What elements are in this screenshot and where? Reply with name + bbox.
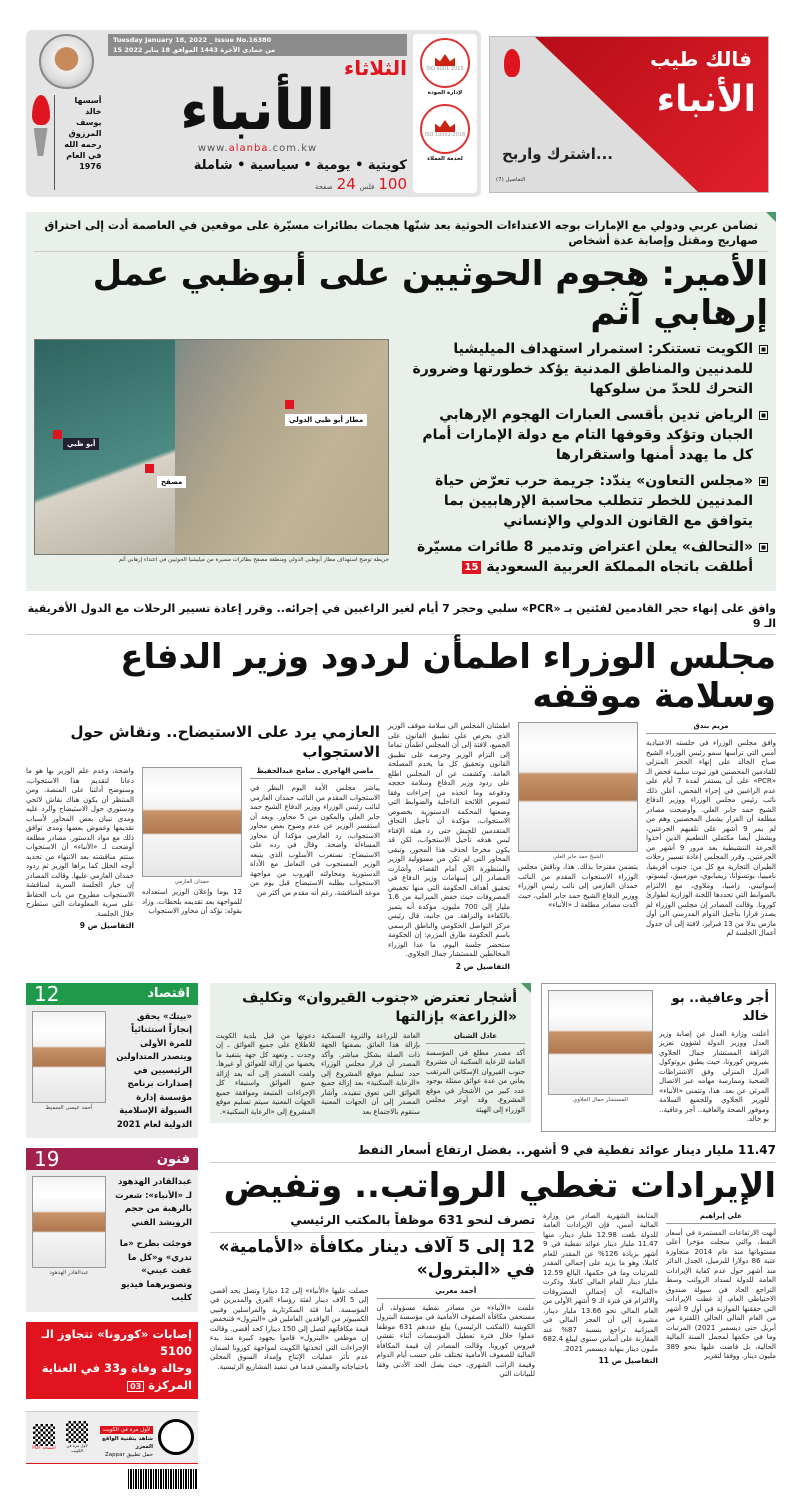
interpellation-col2: [142, 767, 242, 917]
bonus-kicker: تصرف لنحو 631 موظفاً بالمكتب الرئيسي: [290, 1212, 535, 1227]
byline: ماضي الهاجري ـ سامح عبدالحفيظ: [250, 767, 380, 779]
economy-content: [26, 1005, 198, 1139]
founder-column: [30, 34, 102, 193]
dateline-english: Tuesday January 18, 2022 _ Issue No.16380: [113, 36, 272, 44]
section-label: اقتصاد: [147, 986, 190, 1001]
masthead: [26, 30, 481, 197]
price: 100: [378, 175, 407, 193]
page-ref: 03: [127, 1381, 144, 1392]
iso2-label: لخدمة العملاء: [427, 156, 463, 162]
lead-kicker: تضامن عربي ودولي مع الإمارات بوجه الاعتداءات الحوثية بعد شنّها هجمات بطائرات مسيّرة على موقعين في العاصمة أدت إلى احتراق صهاريج ومقتل وإصابة عدة أشخاص: [44, 219, 758, 247]
divider: [34, 251, 768, 252]
qr-block[interactable]: [30, 1424, 58, 1451]
details-link[interactable]: التفاصيل ص 11: [598, 1356, 658, 1365]
minister-photo: [518, 722, 638, 852]
byline: مريم بندق: [646, 722, 776, 734]
photo-caption: عبدالقادر الهدهود: [49, 1270, 89, 1276]
bullet-text: «التحالف» يعلن اعتراض وتدمير 8 طائرات مسيّرة أطلقت باتجاه المملكة العربية السعودية: [416, 539, 753, 575]
section-bar-economy: [26, 983, 198, 1005]
weekday: الثلاثاء: [344, 56, 407, 80]
executive-photo: [32, 1011, 106, 1103]
iso1-text: ISO 9001:2015: [426, 66, 464, 72]
cabinet-col1: [646, 722, 776, 939]
corona-teaser[interactable]: [26, 1322, 198, 1399]
photo-caption: الشيخ حمد جابر العلي: [553, 854, 603, 860]
article-text: أعلنت وزارة العدل عن إصابة وزير العدل ووزير الدولة لشؤون تعزيز النزاهة المستشار جمال الجلاوي بفيروس كورونا، حيث يطبق بروتوكول العزل المنزلي وفق الاشتراطات الصحية وممارسة مهامه عبر الاتصال المرئي عن بعد. هذا، وتتمنى «الأنباء» للوزير الجلاوي وللجميع السلامة وموفور الصحة والعافية.. أجر وعافية.. بو خالد.: [659, 1029, 769, 1123]
bullet-item: [397, 537, 768, 577]
ar-promo: [26, 1411, 198, 1464]
flame-icon: [504, 49, 520, 77]
cabinet-col3: [388, 722, 510, 971]
cabinet-kicker: وافق على إنهاء حجر القادمين لفئتين بـ «PCR» سلبي وحجر 7 أيام لغير الراغبين في إجرائه.. وقرر إعادة تسيير الرحلات مع الدول الأفريقية الـ 9: [27, 602, 776, 630]
pen-nib-icon: [34, 128, 48, 156]
qr-code-icon[interactable]: [66, 1421, 88, 1443]
section-page: 19: [34, 1147, 60, 1171]
founder-block: [31, 95, 102, 190]
promo-text: [96, 1416, 153, 1459]
map-marker: [145, 464, 154, 473]
bullet-item: [397, 471, 768, 531]
bonus-columns: [210, 1287, 535, 1380]
zappar-logo-icon: [158, 1419, 194, 1455]
divider: [26, 634, 776, 635]
corner-marker: [521, 983, 531, 993]
arts-headline1: عبدالقادر الهدهود لـ «الأنباء»: شعرت بالرهبة من حجم الرويشد الفني: [115, 1177, 192, 1228]
lead-content: [34, 339, 768, 583]
map-label-airport: مطار أبو ظبي الدولي: [285, 414, 367, 426]
page-count: 24: [336, 175, 356, 193]
iso1-label: لإدارة الجودة: [427, 90, 463, 96]
arts-content: [26, 1170, 198, 1312]
trees-story: [210, 983, 531, 1124]
bullet-text: «مجلس التعاون» يندّد: جريمة حرب تعرّض حياة المدنيين للخطر تتطلب محاسبة الإرهابيين بما يتوافق مع القانون الدولي والإنساني: [435, 473, 753, 529]
iso-seal-icon: [420, 104, 470, 154]
get-well-box: [541, 983, 776, 1132]
founder-note: أسسها خالد يوسف المرزوق رحمه الله في العام 1976: [64, 96, 102, 171]
tagline-row: [108, 158, 407, 193]
bullet-item: [397, 405, 768, 465]
arts-headlines: [111, 1176, 192, 1306]
lead-bullets: [397, 339, 768, 583]
trees-headline[interactable]: أشجار تعترض «جنوب القيروان» وتكليف «الزراعة» بإزالتها: [242, 989, 517, 1025]
section-label: فنون: [156, 1151, 190, 1167]
corona-line2: وحالة وفاة و33 في العناية المركزة: [41, 1360, 192, 1392]
lead-story: [26, 212, 776, 591]
revenue-kicker: 11.47 مليار دينار عوائد نفطية في 9 أشهر.. بفضل ارتفاع أسعار النفط: [357, 1142, 776, 1157]
article-text: أنهت الارتفاعات المستمرة في أسعار النفط، والتي سجلت مؤخرا أعلى مستوياتها منذ عام 2014 متجاوزة عتبة 86 دولارا للبرميل، الجدل الدائر منذ أشهر حول عدم كفاية الإيرادات العامة للدولة لسداد الرواتب وسط التراجع الحاد في سيولة صندوق الاحتياطي العام، إذ غطت الإيرادات التي حققتها الموازنة في أول 9 أشهر من العام المالي الحالي (للفترة من أبريل حتى ديسمبر 2021) المرتبات وما في حكمها لمجمل السنة المالية الحالية، بل فاضت عليها بنحو 389 مليون دينار. ووفقا لتقرير: [666, 1228, 777, 1360]
bullet-square-icon: [759, 543, 768, 552]
page-ref[interactable]: 15: [462, 561, 482, 574]
map-caption: خريطة توضح استهداف مطار أبوظبي الدولي ومنطقة مصفح بطائرات مسيرة من ميليشيا الحوثيين في اعتداء إرهابي آثم: [118, 557, 389, 563]
arts-photo-col: [32, 1176, 106, 1279]
revenue-row: [210, 1212, 776, 1380]
lower-section: [26, 983, 776, 1489]
interpellation-story: [26, 722, 380, 930]
byline: علي إبراهيم: [666, 1212, 776, 1224]
front-page: [26, 0, 776, 1497]
newspaper-logo: الأنباء: [180, 78, 335, 143]
ad-cta: اشترك واربح...: [502, 145, 613, 163]
article-text: يتضمن مقترحا بذلك. هذا، وناقش مجلس الوزراء الاستجواب المقدم من النائب حمدان العازمي إلى نائب رئيس الوزراء ووزير الدفاع الشيخ حمد جابر العلي، حيث أكدت مصادر مطلعة لـ «الأنباء»: [518, 863, 638, 909]
iso-certificates: [413, 34, 477, 193]
section-bar-arts: [26, 1148, 198, 1170]
article-text: أكد مصدر مطلع في المؤسسة العامة للرعاية السكنية أن مشروع جنوب القيروان الإسكاني المرتقب يعاني من عدة عوائق ممثلة بوجود عدد كبير من الأشجار في موقع المشروع، وقد أوعز مجلس الوزراء إلى الهيئة: [426, 1048, 525, 1114]
article-text: المتابعة الشهرية الصادر من وزارة المالية أمس، فإن الإيرادات العامة للدولة بلغت 12.98 مليار دينار، منها 11.47 مليار دينار عوائد نفطية في 9 أشهر بزيادة 126% عن المقدر للعام كاملا، وهو ما يزيد على إجمالي المقدر للمرتبات وما في حكمها، البالغ 12.59 مليار دينار للعام المالي كاملا. وذكرت «المالية» أن إجمالي المصروفات والالتزام في فترة الـ 9 أشهر الأولى من العام المالي نحو 13.66 مليار دينار، مشيرة إلى أن العجز المالي في الميزانية تراجع بنسبة 87% عند المقارنة على أساس سنوي ليبلغ 682.4 مليون دينار بنهاية ديسمبر 2021.: [543, 1211, 659, 1353]
qr-code-icon[interactable]: [33, 1424, 55, 1446]
masthead-row: [26, 30, 776, 197]
promo-badge: لأول مرة في الكويت: [100, 1426, 153, 1434]
iso-seal-icon: [420, 38, 470, 88]
bullet-square-icon: [759, 477, 768, 486]
barcode: [128, 1469, 198, 1489]
divider: [210, 1232, 535, 1233]
dateline: [108, 34, 407, 56]
promo-line1: شاهد بتقنية الواقع المعزز: [101, 1435, 153, 1450]
url-prefix: www.: [197, 143, 229, 154]
map-label-musaffah: مصفح: [157, 476, 186, 488]
interpellation-headline[interactable]: العازمي يرد على الاستيضاح.. ونقاش حول الاستجواب: [70, 723, 380, 761]
revenue-col1: [666, 1212, 776, 1362]
masthead-center: [108, 34, 407, 193]
price-info: [315, 175, 407, 193]
lower-main: [210, 983, 776, 1380]
bullet-square-icon: [759, 345, 768, 354]
founder-icons: [31, 95, 51, 156]
map-column: [34, 339, 389, 563]
bullet-square-icon: [759, 411, 768, 420]
article-text: اطمئنان المجلس الى سلامة موقف الوزير الذي يحرص على تطبيق القانون على الجميع، لافتة إلى أن المجلس اطمأن تماما إلى التزام الوزير وحرصه على تطبيق القانون وتحقيق كل ما يخدم المصلحة العامة. وكشفت عن أن المجلس اطلع على ردود وزير الدفاع وسلامة حججه ودفوعه وما اتخذه من إجراءات وفقا لنصوص اللائحة الداخلية والضوابط التي وضعتها المحكمة الدستورية بخصوص الاستجواب، مؤكدة أن تأجيل التحاق المتقدمين للجيش حتى رد هيئة الإفتاء ليس هدفه تأجيل الاستجواب، لكن قد يكون مخرجا لحذف هذا المحور، وتبقى المحاور التي لم تكن من مسؤولية الوزير والمنظورة الآن أمام القضاء. وأشارت المصادر إلى إسهامات وزير الدفاع في تحقيق أهداف الحكومة التي منها تخفيض المصروفات حيث خفض الميزانية من 1.6 مليار إلى 700 مليون، مؤكدة أنه يتميز بالكفاءة والنزاهة. من جانبه، قال رئيس مركز التواصل الحكومي والناطق الرسمي باسم الحكومة طارق المزرم: إن الحكومة ستحضر جلسة اليوم، ما عدا الوزراء المخالطين للمستشار جمال الجلاوي.: [388, 722, 510, 958]
cabinet-headline[interactable]: مجلس الوزراء اطمأن لردود وزير الدفاع وسلامة موقفه: [120, 637, 776, 716]
article-text: يباشر مجلس الأمة اليوم النظر في الاستجواب المقدم من النائب حمدان العازمي لنائب رئيس الوزراء ووزير الدفاع الشيخ حمد جابر العلي والمكون من 5 محاور. وبعد أن استفسر الوزير عن عدم وضوح بعض محاور الاستجواب، رد العازمي مؤكدا أن محاور المساءلة واضحة. وقال في رده على الاستيضاح: نستغرب الأسلوب الذي يتبعه الوزير المستجوب في التعامل مع الأداة الدستورية ومحاولته الهروب من مواجهة الاستجواب بطلبه الاستيضاح قبل يوم من موعد المناقشة، رغم أنه مقدم من أكثر من: [250, 784, 381, 897]
tagline: كويتية • يومية • سياسية • شاملة: [193, 158, 407, 173]
attack-map: [34, 339, 389, 555]
boxes-row: [210, 983, 776, 1132]
ad-logo: الأنباء: [656, 79, 756, 120]
bonus-story: [210, 1212, 535, 1380]
qr-label: لأول مرة في الكويت: [66, 1443, 88, 1453]
getwell-text-col: [659, 990, 769, 1125]
revenue-headline[interactable]: الإيرادات تغطي الرواتب.. وتفيض: [223, 1165, 776, 1206]
photo-caption: المستشار جمال الجلاوي: [573, 1096, 628, 1103]
article-text: حصلت عليها «الأنباء» إلى 12 دينارا وتصل بحد أقصى إلى 5 آلاف دينار لفئة رؤساء الفرق والمديرين في المؤسسة. أما فئة السكرتارية والمراسلين وفنيي الكمبيوتر من الوافدين العاملين في «البترول» فتنخفض قيمة مكافآتهم لتصل إلى 150 دينارا كحد أقصى. وقالت إن موظفي «البترول» قاموا بجهود كبيرة منذ بدء الإجراءات التي اتخذتها الكويت لمواجهة كورونا لضمان عدم تأثر عمليات الإنتاج وإمداد السوق المحلي باحتياجاته والمضي قدما في تنفيذ المشاريع الرئيسية.: [210, 1286, 369, 1371]
iso2-text: ISO 10002:2018: [424, 132, 466, 138]
trees-col1: [426, 1032, 525, 1116]
divider: [54, 95, 55, 190]
getwell-photo-col: [548, 990, 653, 1106]
subscription-ad[interactable]: [489, 36, 769, 193]
map-label-abudhabi: أبو ظبي: [63, 438, 99, 450]
economy-headline: «بيتك» يحقق إنجازاً استثنائياً للمرة الأولى ويتصدر المتداولين الرئيسيين في إصدارات برنامج مؤسسة إدارة السيولة الإسلامية الدولية لعام 2021: [116, 1011, 192, 1130]
bullet-item: [397, 339, 768, 399]
promo-line2: حمل تطبيق Zappar: [105, 1451, 153, 1458]
interpellation-columns: [26, 767, 380, 930]
byline: عادل الشنان: [426, 1032, 525, 1044]
minister-photo: [548, 990, 653, 1095]
bonus-col1: [377, 1287, 536, 1380]
arts-headline2: فوجئت بطرح «ما تدري» و«كل ما غفت عيني» وتصويرهما فيديو كليب: [119, 1239, 192, 1303]
flame-icon: [32, 95, 50, 125]
qr-block[interactable]: [63, 1421, 91, 1453]
article-text: واضحة، وعدم علم الوزير بها هو ما دعانا لتقديم هذا الاستجواب، وسنوضح أدلتنا على المنصة. ومن المنتظر أن يكون هناك نقاش لائحي ودستوري حول الاستيضاح والرد عليه ومدى تبيان بعض المحاور لأسباب تقديمها وغموض بعضها ومدى توافق ذلك مع مواد الدستور. مصادر مطلعة أوضحت لـ «الأنباء» أن الاستجواب ستتم مناقشته بعد الانتهاء من تحديد أوجه الخلل كما يراها الوزير ثم ردود حمدان العازمي عليها. وقالت المصادر إن خيار الجلسة السرية لمناقشة الاستجواب مطروح من باب الحفاظ على سرية المعلومات التي ستطرح خلال الجلسة.: [26, 767, 134, 918]
section-page: 12: [34, 981, 60, 1006]
photo-caption: حمدان العازمي: [174, 879, 210, 885]
corner-marker: [766, 212, 776, 222]
qr-label: النسخة PDF: [32, 1445, 56, 1451]
cabinet-row: [26, 722, 776, 971]
ad-line1: فالك طيب: [650, 47, 752, 71]
website-url[interactable]: [108, 142, 407, 156]
map-marker: [285, 400, 294, 409]
article-text: وافق مجلس الوزراء في جلسته الاعتيادية أمس التي ترأسها سمو رئيس الوزراء الشيخ صباح الخالد على إنهاء الحجر المنزلي للقادمين المحصنين فور ثبوت سلبية فحص الـ «PCR» على أن يستمر لمدة 7 أيام على عدم الراغبين في إجراء الفحص، أعلن ذلك نائب رئيس مجلس الوزراء ووزير الدفاع الشيخ حمد جابر العلي. وأوضحت مصادر مطلعة أن القرار يشمل المحصنين وهم من لم يمر 9 أشهر على تلقيهم الجرعتين، ويشمل أيضا مكتملي التطعيم الذين أخذوا الجرعة التنشيطية بعد مرور 9 أشهر من الجرعتين. وقرر المجلس إعادة تسيير رحلات الطيران التجارية مع كل من: جنوب أفريقيا، ناميبيا، بوتسوانا، زيمبابوي، موزمبيق، ليسوتو، إسواتيني، زامبيا، وملاوي، مع الالتزام بالضوابط التي تحددها اللجنة الوزارية لطوارئ كورونا. وقالت المصادر إن مجلس الوزراء لم يصدر قرارا بتأجيل الدوام المدرسي الى أول مارس بدلا من 13 فبراير، لافتة إلى أن جدول أعمال الجلسة لم: [646, 739, 777, 937]
artist-photo: [32, 1176, 106, 1268]
map-marker: [53, 430, 62, 439]
arts-teaser[interactable]: [26, 1148, 198, 1312]
url-suffix: .com.kw: [268, 143, 318, 154]
interpellation-col1: [250, 767, 380, 898]
byline: أحمد مغربي: [377, 1287, 536, 1299]
getwell-content: [548, 990, 769, 1125]
dateline-arabic: 15 من جمادى الآخرة 1443 الموافق 18 يناير 2022: [113, 46, 276, 54]
details-link[interactable]: التفاصيل ص 9: [79, 921, 134, 930]
url-brand: alanba: [228, 143, 269, 154]
cabinet-col2: [518, 722, 638, 911]
side-column: [26, 983, 198, 1489]
economy-teaser[interactable]: [26, 983, 198, 1139]
article-text: 12 يوما وإعلان الوزير استعداده للمواجهة بعد تقديمه بلحظات. وزاد بقوله: نؤكد أن محاور الاستجواب: [142, 888, 242, 915]
revenue-col2: [543, 1212, 658, 1366]
founder-photo: [39, 34, 94, 89]
mp-photo: [142, 767, 242, 877]
economy-photo-col: [32, 1011, 106, 1114]
divider: [210, 1162, 776, 1163]
price-unit: فلس: [359, 183, 375, 191]
article-text: دعوتها من قبل بلدية الكويت للاطلاع على جميع العوائق ـ إن وجدت ـ وتعهد كل جهة بتنفيذ ما يخصها من إزالة للعوائق أو غيرها. ولفت المصدر إلى أنه بعد إزالة جميع العوائق واستيفاء كل الإجراءات المتبعة وموافقة جميع الجهات المعنية سيتم تسليم موقع المشروع إلى «الرعاية السكنية».: [216, 1031, 315, 1116]
article-text: العامة للزراعة والثروة السمكية بإزالة هذا العائق بصفتها الجهة ذات الصلة بشكل مباشر. وأكد المصدر أن قرار مجلس الوزراء حدد تسليم موقع المشروع إلى «الرعاية السكنية» بعد إزالة جميع العوائق التي تعوق تنفيذه. وأشار المصدر إلى أن الجهات المعنية ستقوم بالاجتماع بعد: [321, 1031, 420, 1116]
article-text: علمت «الأنباء» من مصادر نفطية مسؤولة، أن مستحقي مكافأة الصفوف الأمامية في مؤسسة البترول الكويتية (المكتب الرئيسي) يبلغ عددهم 631 موظفا عملوا خلال فترة تعطيل المؤسسات أثناء تفشي فيروس كورونا. وقالت المصادر إن قيمة المكافأة المالية للصفوف الأمامية تختلف على حسب أيام الدوام وقيمة الراتب الشهري، حيث يصل الحد الأدنى وفقا للبيانات التي: [376, 1303, 535, 1378]
lead-headline[interactable]: الأمير: هجوم الحوثيين على أبوظبي عمل إرهابي آثم: [92, 254, 768, 333]
pages-unit: صفحة: [314, 183, 333, 191]
bullet-text: الكويت تستنكر: استمرار استهداف الميليشيا للمدنيين والمناطق المدنية يؤكد خطورتها وضرورة التحرك للحدّ من سلوكها: [412, 341, 753, 397]
photo-caption: أحمد عيسى السميط: [45, 1104, 93, 1111]
map-water: [35, 340, 175, 554]
interpellation-col3: [26, 767, 134, 930]
ad-details: التفاصيل (7): [496, 177, 526, 183]
trees-columns: [216, 1032, 525, 1118]
details-link[interactable]: التفاصيل ص 2: [455, 961, 510, 971]
bonus-headline[interactable]: 12 إلى 5 آلاف دينار مكافأة «الأمامية» في «البترول»: [218, 1236, 535, 1280]
corona-line1: إصابات «كورونا» تتجاوز الـ 5100: [41, 1326, 192, 1358]
bullet-text: الرياض تدين بأقسى العبارات الهجوم الإرهابي الجبان وتؤكد وقوفها التام مع دولة الإمارات أمام كل ما يهدد أمنها واستقرارها: [422, 407, 753, 463]
getwell-headline[interactable]: أجر وعافية.. بو خالد: [671, 990, 769, 1024]
